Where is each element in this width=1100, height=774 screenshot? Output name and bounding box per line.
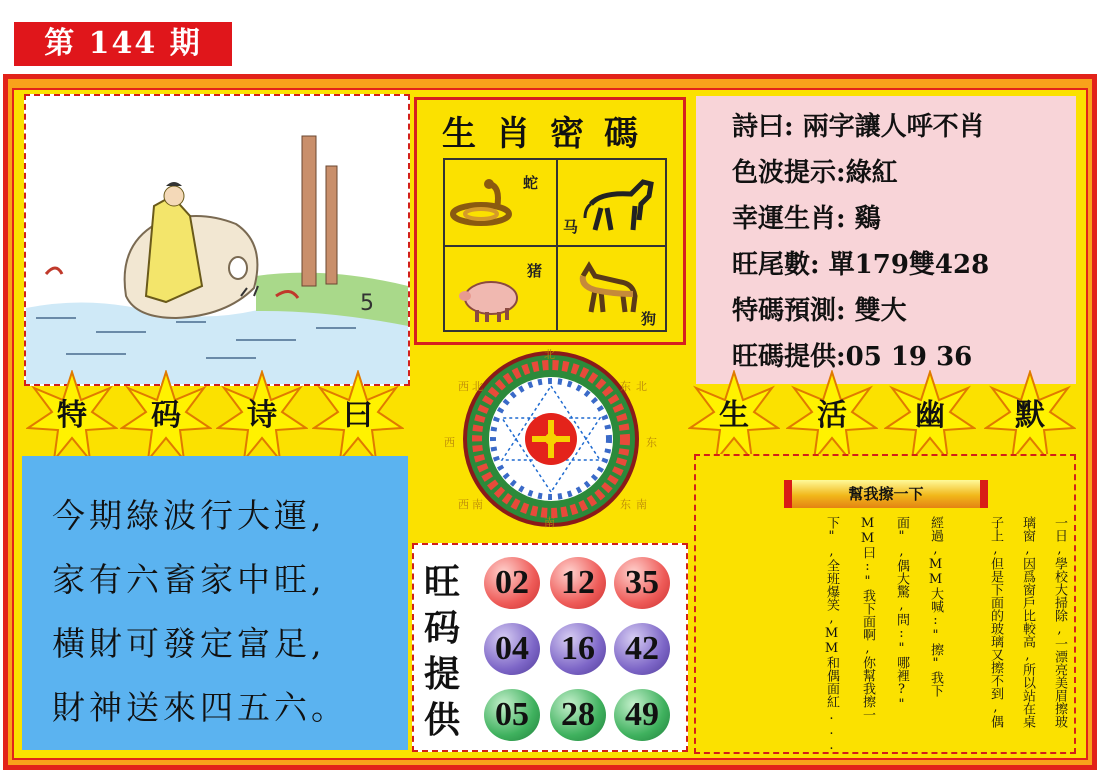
- story-column: MM曰:"我下面啊,你幫我擦一: [860, 516, 875, 721]
- star-char: 诗: [247, 398, 277, 433]
- zodiac-code-box: [414, 97, 686, 345]
- story-title: 幫我擦一下: [784, 480, 988, 508]
- number-ball: 04: [484, 623, 540, 675]
- number-ball: 12: [550, 557, 606, 609]
- number-ball: 42: [614, 623, 670, 675]
- compass-label: 西: [458, 498, 469, 511]
- compass-label: 东: [620, 498, 631, 511]
- hot-number-label-char: 供: [423, 699, 460, 741]
- star-char: 默: [1015, 398, 1045, 433]
- compass-label: 北: [636, 380, 647, 393]
- star-badge: [884, 370, 976, 462]
- story-column: 璃窗,因爲窗戶比較高,所以站在桌: [1020, 516, 1035, 728]
- poem-line: 今期綠波行大運,: [52, 496, 326, 535]
- hot-codes: 旺碼提供:05 19 36: [732, 342, 973, 372]
- star-char: 码: [151, 398, 181, 433]
- number-ball: 28: [550, 689, 606, 741]
- poem-line: 財神送來四五六。: [52, 688, 348, 727]
- hot-number-label-char: 提: [423, 653, 460, 695]
- star-char: 活: [817, 398, 847, 433]
- zodiac-grid: [443, 158, 667, 332]
- compass-label: 北: [472, 380, 483, 393]
- star-badge: [984, 370, 1076, 462]
- compass-label: 东: [646, 436, 657, 449]
- compass-label: 南: [472, 498, 483, 511]
- number-ball: 49: [614, 689, 670, 741]
- star-badge: [26, 370, 118, 462]
- lucky-zodiac: 幸運生肖: 鷄: [732, 204, 881, 234]
- compass-wheel: [440, 350, 662, 528]
- compass-label: 西: [444, 436, 455, 449]
- compass-label: 南: [544, 516, 555, 529]
- compass-label: 南: [636, 498, 647, 511]
- dog-icon: [573, 260, 645, 318]
- hot-number-label: [422, 559, 462, 743]
- star-char: 生: [719, 398, 749, 433]
- zodiac-label-snake: 蛇: [523, 174, 539, 192]
- horse-icon: [581, 174, 665, 234]
- special-code-poem-panel: [22, 456, 408, 750]
- humor-story-panel: [694, 454, 1076, 754]
- compass-label: 北: [544, 348, 555, 361]
- story-column: 經過,MM大喊:"擦"我下: [928, 516, 943, 697]
- hot-number-label-char: 旺: [423, 561, 460, 603]
- scholar-rock-illustration: [26, 96, 408, 384]
- star-char: 幽: [915, 398, 945, 433]
- story-column: 子上,但是下面的玻璃又擦不到,偶: [988, 516, 1003, 728]
- zodiac-label-pig: 猪: [527, 262, 543, 280]
- prediction-info-panel: [696, 96, 1076, 384]
- color-wave-hint: 色波提示:綠紅: [732, 158, 898, 188]
- compass-label: 东: [620, 380, 631, 393]
- story-column: 下",全班爆笑,MM和偶面紅...: [824, 516, 839, 753]
- zodiac-label-horse: 马: [563, 218, 579, 236]
- hot-number-panel: [412, 543, 688, 752]
- number-ball: 05: [484, 689, 540, 741]
- illustration-panel: [24, 94, 410, 386]
- star-char: 特: [57, 398, 87, 433]
- pig-icon: [455, 266, 525, 326]
- svg-text:5: 5: [360, 291, 374, 316]
- poem-line: 家有六畜家中旺,: [52, 560, 326, 599]
- poem-line: 橫財可發定富足,: [52, 624, 326, 663]
- number-ball: 35: [614, 557, 670, 609]
- star-badge: [786, 370, 878, 462]
- zodiac-label-dog: 狗: [641, 310, 657, 328]
- star-badge: [120, 370, 212, 462]
- special-code-forecast: 特碼預測: 雙大: [732, 296, 907, 326]
- story-column: 一日,學校大掃除,一漂亮美眉擦玻: [1052, 516, 1067, 728]
- hot-number-label-char: 码: [423, 607, 460, 649]
- star-badge: [312, 370, 404, 462]
- star-badge: [216, 370, 308, 462]
- hot-tail-numbers: 旺尾數: 單179雙428: [732, 250, 990, 280]
- zodiac-title: 生肖密碼: [442, 114, 658, 154]
- compass-label: 西: [458, 380, 469, 393]
- poem-hint: 詩曰: 兩字讓人呼不肖: [732, 112, 985, 142]
- issue-number: 第 144 期: [14, 22, 232, 66]
- snake-icon: [449, 178, 519, 228]
- star-char: 曰: [343, 398, 373, 433]
- story-column: 面",偶大驚,問:"哪裡?": [894, 516, 909, 712]
- star-badge: [688, 370, 780, 462]
- number-ball: 02: [484, 557, 540, 609]
- number-ball: 16: [550, 623, 606, 675]
